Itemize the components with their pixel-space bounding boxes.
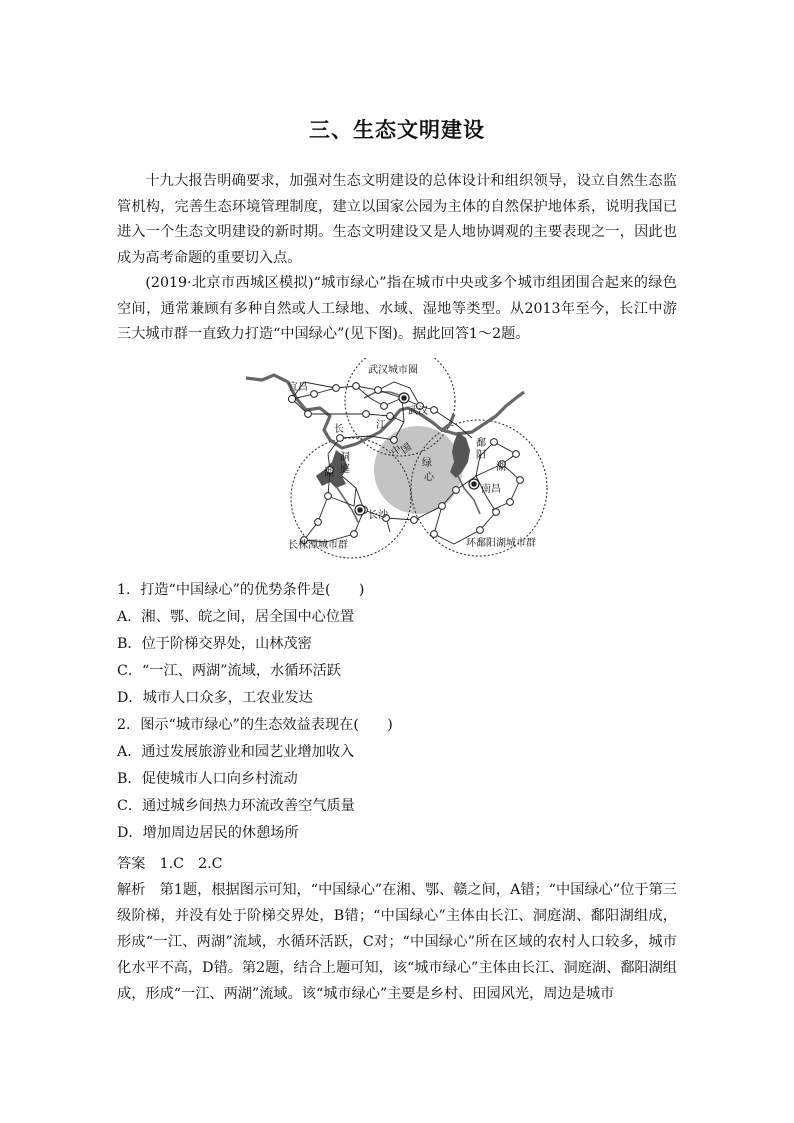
intro-paragraph: 十九大报告明确要求，加强对生态文明建设的总体设计和组织领导，设立自然生态监管机构，完善生态环境管理制度，建立以国家公园为主体的自然保护地体系，说明我国已进入一个生态文明建设的新时期。生态文明建设又是人地协调观的主要表现之一，因此也成为高考命题的重要切入点。 — [117, 173, 677, 266]
label-wuhan: 武汉 — [408, 406, 428, 417]
label-zhong: 中 — [389, 443, 404, 459]
label-hu-dongting: 湖 — [324, 468, 334, 479]
question-2-option-b: B．促使城市人口向乡村流动 — [117, 771, 298, 787]
label-po: 鄱 — [476, 438, 486, 449]
poyang-lake-shape — [450, 432, 470, 478]
label-xin: 心 — [424, 472, 434, 483]
xiangjiang-river — [336, 486, 358, 522]
question-1-option-d: D．城市人口众多，工农业发达 — [117, 690, 313, 706]
question-2-option-c: C．通过城乡间热力环流改善空气质量 — [117, 798, 355, 814]
label-yang: 阳 — [476, 450, 486, 461]
hanjiang-river — [364, 392, 402, 398]
label-changsha: 长沙 — [368, 510, 388, 521]
map-figure — [244, 358, 554, 576]
question-stem-paragraph: (2019·北京市西城区模拟)“城市绿心”指在城市中央或多个城市组团围合起来的绿色空间，通常兼顾有多种自然或人工绿地、水域、湿地等类型。从2013年至今，长江中游三大城市群一直致力打造“中国绿心”(见下图)。据此回答1～2题。 — [117, 275, 677, 343]
label-dong: 洞 — [340, 452, 350, 463]
label-hu-poyang: 湖 — [496, 462, 506, 473]
label-jiang: 江 — [376, 420, 386, 431]
question-1-option-b: B．位于阶梯交界处，山林茂密 — [117, 636, 312, 652]
label-lv: 绿 — [422, 458, 432, 469]
analysis-paragraph: 解析 第1题，根据图示可知，“中国绿心”在湘、鄂、赣之间，A错；“中国绿心”位于第三级阶梯，并没有处于阶梯交界处，B错；“中国绿心”主体由长江、洞庭湖、鄱阳湖组成，形成“一江、两湖”流域，水循环活跃，C对；“中国绿心”所在区域的农村人口较多，城市化水平不高，D错。第2题，结合上题可知，该“城市绿心”主体由长江、洞庭湖、鄱阳湖组成，形成“一江、两湖”流域。该“城市绿心”主要是乡村、田园风光，周边是城市 — [117, 882, 677, 1002]
label-yichang: 宜昌 — [288, 382, 308, 393]
question-2-option-d: D．增加周边居民的休憩场所 — [117, 825, 299, 841]
question-1-option-c: C．“一江、两湖”流域，水循环活跃 — [117, 663, 341, 679]
label-cz-cluster: 长株潭城市群 — [288, 540, 348, 551]
yangtze-river-east — [442, 392, 524, 434]
label-wuhan-circle: 武汉城市圈 — [368, 365, 418, 376]
label-chang: 长 — [334, 424, 344, 435]
section-title: 三、生态文明建设 — [309, 118, 485, 142]
label-nanchang: 南昌 — [481, 484, 501, 495]
question-2-option-a: A．通过发展旅游业和园艺业增加收入 — [117, 744, 355, 760]
answer-line: 答案 1.C 2.C — [117, 856, 223, 872]
question-2-stem: 2．图示“城市绿心”的生态效益表现在( ) — [117, 717, 393, 733]
label-guo: 国 — [399, 441, 414, 457]
label-py-cluster: 环鄱阳湖城市群 — [466, 538, 536, 549]
label-ting: 庭 — [340, 464, 350, 475]
question-1-stem: 1．打造“中国绿心”的优势条件是( ) — [117, 582, 365, 598]
questions-block — [117, 577, 677, 847]
question-1-option-a: A．湘、鄂、皖之间，居全国中心位置 — [117, 609, 355, 625]
